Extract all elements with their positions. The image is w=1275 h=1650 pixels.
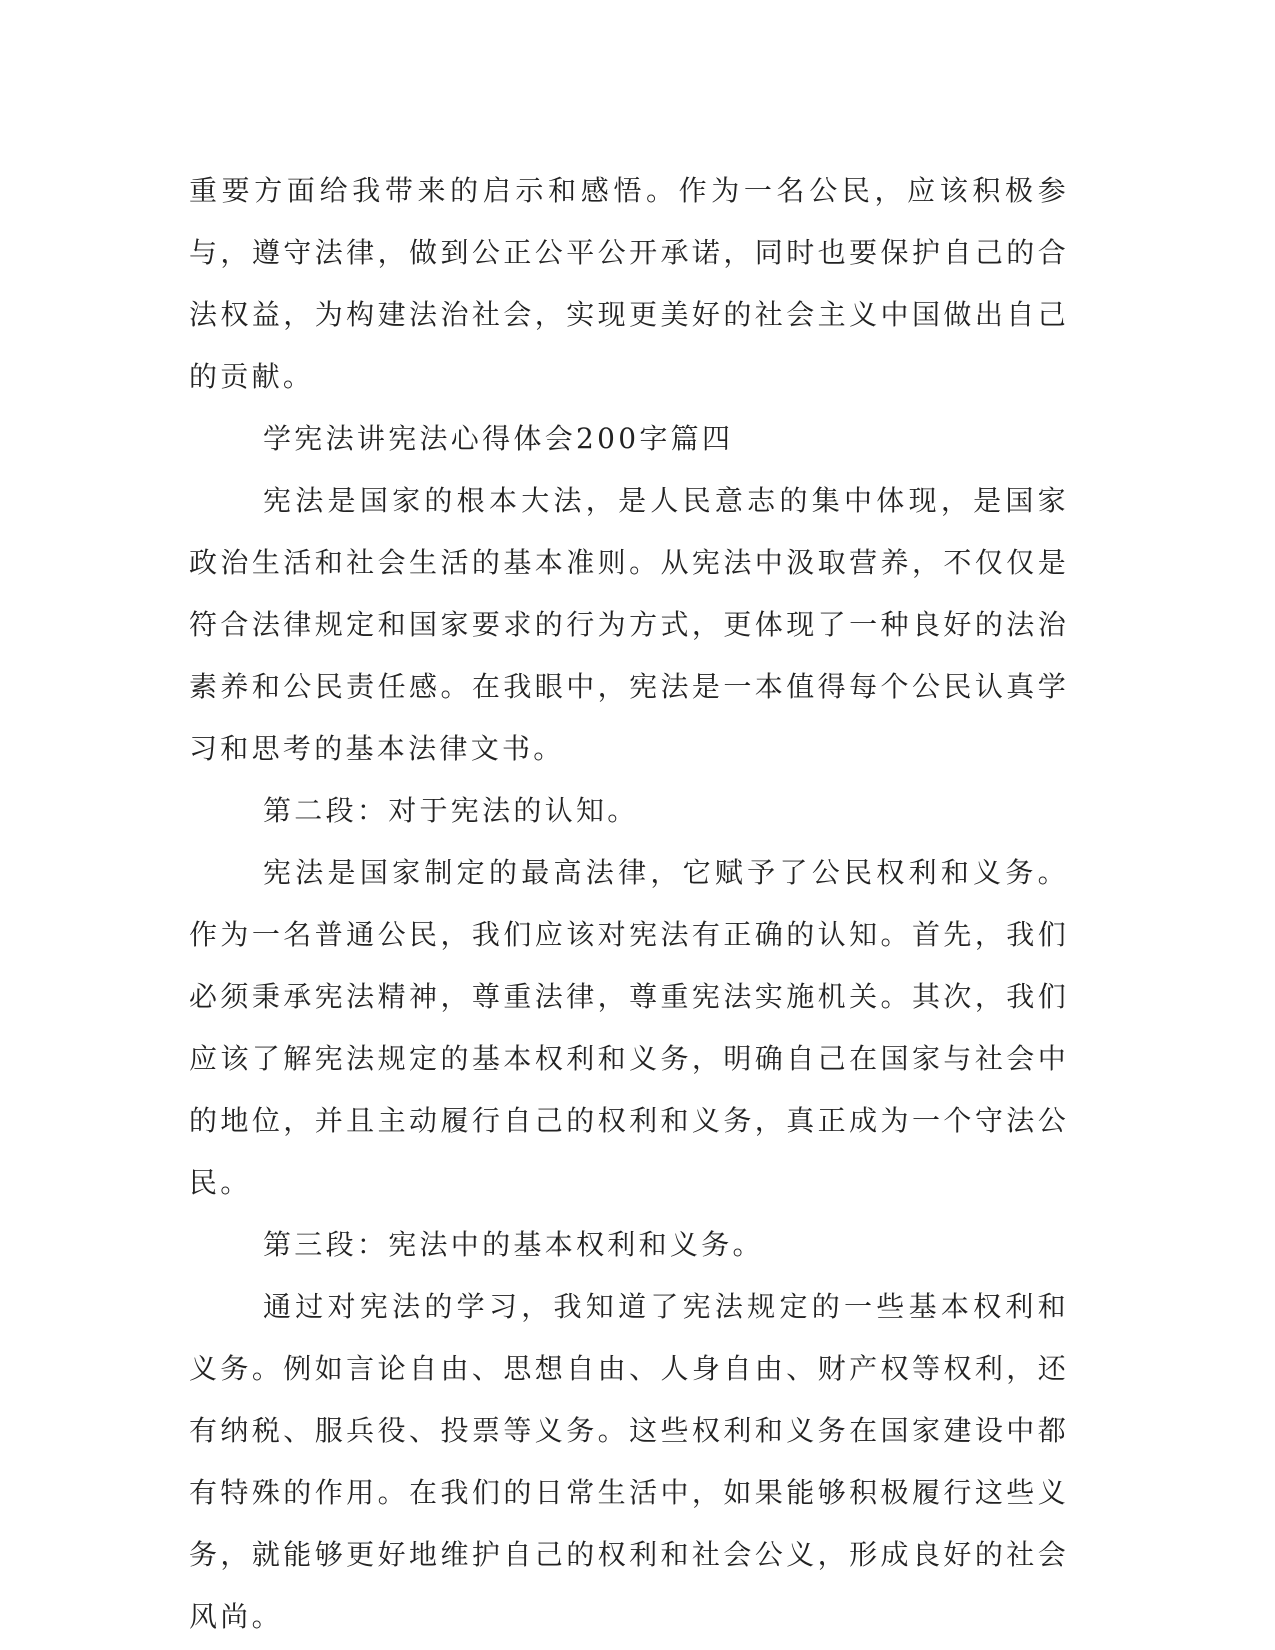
paragraph: 通过对宪法的学习，我知道了宪法规定的一些基本权利和义务。例如言论自由、思想自由、人身自由、财产权等权利，还有纳税、服兵役、投票等义务。这些权利和义务在国家建设中都有特殊的作用。在我们的日常生活中，如果能够积极履行这些义务，就能够更好地维护自己的权利和社会公义，形成良好的社会风尚。 [189, 1290, 1069, 1633]
section-heading: 学宪法讲宪法心得体会200字篇四 [263, 422, 734, 455]
document-body [189, 160, 1069, 1648]
section-heading: 第二段：对于宪法的认知。 [263, 794, 639, 827]
paragraph-continued: 重要方面给我带来的启示和感悟。作为一名公民，应该积极参与，遵守法律，做到公正公平公开承诺，同时也要保护自己的合法权益，为构建法治社会，实现更美好的社会主义中国做出自己的贡献。 [189, 174, 1069, 393]
paragraph: 宪法是国家制定的最高法律，它赋予了公民权利和义务。作为一名普通公民，我们应该对宪法有正确的认知。首先，我们必须秉承宪法精神，尊重法律，尊重宪法实施机关。其次，我们应该了解宪法规定的基本权利和义务，明确自己在国家与社会中的地位，并且主动履行自己的权利和义务，真正成为一个守法公民。 [189, 856, 1069, 1199]
section-heading: 第三段：宪法中的基本权利和义务。 [263, 1228, 764, 1261]
paragraph: 宪法是国家的根本大法，是人民意志的集中体现，是国家政治生活和社会生活的基本准则。从宪法中汲取营养，不仅仅是符合法律规定和国家要求的行为方式，更体现了一种良好的法治素养和公民责任感。在我眼中，宪法是一本值得每个公民认真学习和思考的基本法律文书。 [189, 484, 1069, 765]
